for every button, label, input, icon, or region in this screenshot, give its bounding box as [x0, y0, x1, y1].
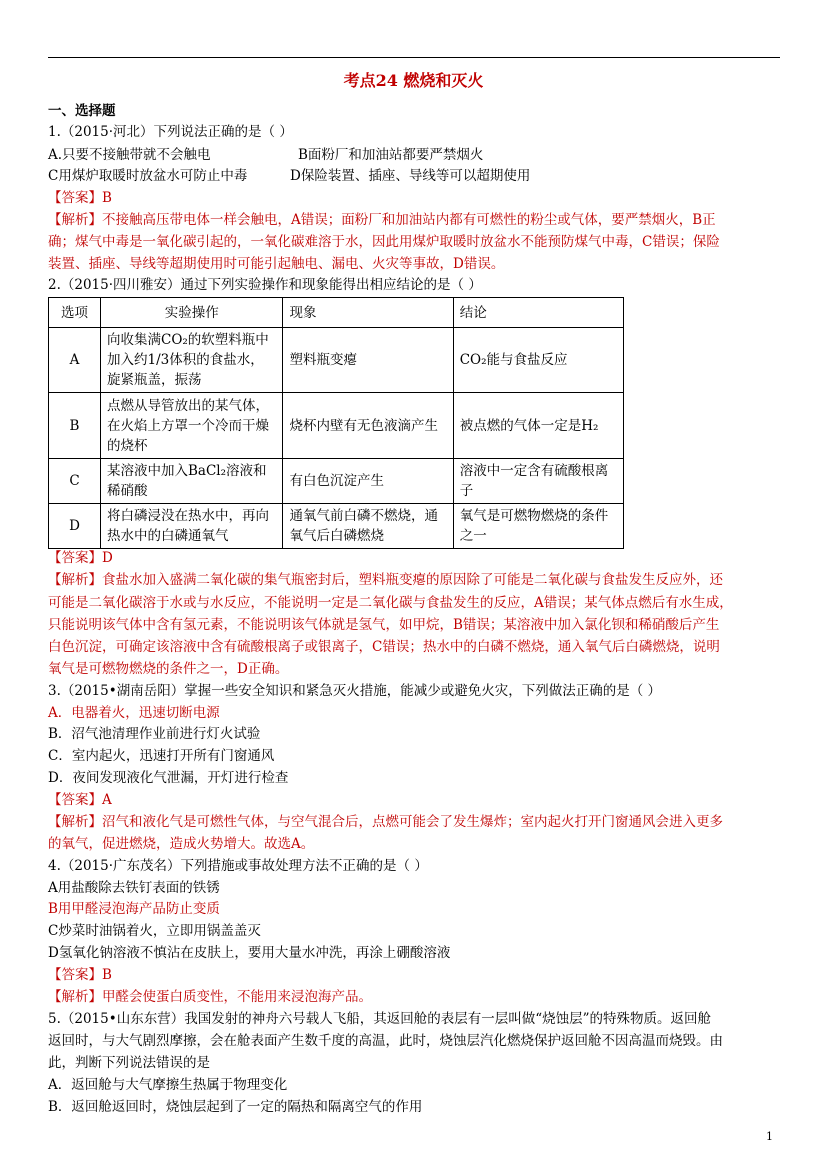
- q1-option-b: B面粉厂和加油站都要严禁烟火: [298, 147, 484, 163]
- q3-answer: 【答案】A: [48, 792, 112, 808]
- q3-option-d: D．夜间发现液化气泄漏，开灯进行检查: [48, 770, 289, 786]
- q3-analysis-line: 的氧气，促进燃烧，造成火势增大。故选A。: [48, 836, 315, 852]
- q1-option-d: D保险装置、插座、导线等可以超期使用: [290, 168, 531, 184]
- table-cell: 有白色沉淀产生: [283, 459, 453, 504]
- page-title: 考点24 燃烧和灭火: [343, 71, 484, 90]
- q2-analysis-line: 白色沉淀，可确定该溶液中含有硫酸根离子或银离子，C错误；热水中的白磷不燃烧，通入氧气后白磷燃烧，说明: [48, 639, 720, 655]
- table-cell: 向收集满CO₂的软塑料瓶中加入约1/3体积的食盐水，旋紧瓶盖，振荡: [100, 328, 282, 393]
- q2-analysis-line: 氧气是可燃物燃烧的条件之一，D正确。: [48, 661, 289, 677]
- table-cell: A: [49, 328, 101, 393]
- table-header-row: [49, 298, 624, 328]
- q4-option-d: D氢氧化钠溶液不慎沾在皮肤上，要用大量水冲洗，再涂上硼酸溶液: [48, 945, 451, 961]
- q1-option-a: A.只要不接触带就不会触电: [48, 147, 211, 163]
- q4-option-c: C炒菜时油锅着火，立即用锅盖盖灭: [48, 923, 261, 939]
- q1-analysis-line: 【解析】不接触高压带电体一样会触电，A错误；面粉厂和加油站内都有可燃性的粉尘或气体，要严禁烟火，B正: [48, 212, 716, 228]
- q1-options-cd: [48, 166, 780, 186]
- table-cell: 溶液中一定含有硫酸根离子: [453, 459, 623, 504]
- q4-option-b: B用甲醛浸泡海产品防止变质: [48, 901, 220, 917]
- table-cell: C: [49, 459, 101, 504]
- q2-analysis-line: 可能是二氧化碳溶于水或与水反应，不能说明一定是二氧化碳与食盐发生的反应，A错误；某气体点燃后有水生成，: [48, 595, 733, 611]
- table-row: [49, 328, 624, 393]
- q3-option-b: B．沼气池清理作业前进行灯火试验: [48, 726, 261, 742]
- page-number: 1: [766, 1130, 773, 1143]
- table-cell: 点燃从导管放出的某气体，在火焰上方罩一个冷而干燥的烧杯: [100, 393, 282, 459]
- table-cell: 烧杯内壁有无色液滴产生: [283, 393, 453, 459]
- q4-answer: 【答案】B: [48, 967, 112, 983]
- q1-answer: 【答案】B: [48, 190, 112, 206]
- table-cell: 某溶液中加入BaCl₂溶液和稀硝酸: [100, 459, 282, 504]
- q2-stem: 2.（2015·四川雅安）通过下列实验操作和现象能得出相应结论的是（ ）: [48, 277, 482, 293]
- table-cell: 通氧气前白磷不燃烧，通氧气后白磷燃烧: [283, 504, 453, 549]
- table-header: 实验操作: [100, 298, 282, 328]
- q2-table: [48, 297, 624, 549]
- q1-stem: 1.（2015·河北）下列说法正确的是（ ）: [48, 124, 293, 140]
- q1-option-c: C用煤炉取暖时放盆水可防止中毒: [48, 168, 248, 184]
- section-heading: 一、选择题: [48, 103, 116, 119]
- table-header: 现象: [283, 298, 453, 328]
- q5-stem-line: 此，判断下列说法错误的是: [48, 1055, 210, 1071]
- q1-options-ab: [48, 145, 780, 165]
- q5-option-b: B．返回舱返回时，烧蚀层起到了一定的隔热和隔离空气的作用: [48, 1099, 423, 1115]
- table-cell: 将白磷浸没在热水中，再向热水中的白磷通氧气: [100, 504, 282, 549]
- q4-analysis: 【解析】甲醛会使蛋白质变性，不能用来浸泡海产品。: [48, 989, 372, 1005]
- q3-analysis-line: 【解析】沼气和液化气是可燃性气体，与空气混合后，点燃可能会了发生爆炸；室内起火打开门窗通风会进入更多: [48, 814, 723, 830]
- table-header: 结论: [453, 298, 623, 328]
- table-cell: B: [49, 393, 101, 459]
- q4-stem: 4.（2015·广东茂名）下列措施或事故处理方法不正确的是（ ）: [48, 858, 428, 874]
- q2-analysis-line: 只能说明该气体中含有氢元素，不能说明该气体就是氢气，如甲烷，B错误；某溶液中加入氯化钡和稀硝酸后产生: [48, 617, 720, 633]
- table-cell: D: [49, 504, 101, 549]
- q1-analysis-line: 装置、插座、导线等超期使用时可能引起触电、漏电、火灾等事故，D错误。: [48, 256, 505, 272]
- table-cell: 塑料瓶变瘪: [283, 328, 453, 393]
- q3-stem: 3.（2015•湖南岳阳）掌握一些安全知识和紧急灭火措施，能减少或避免火灾，下列做法正确的是（ ）: [48, 683, 661, 699]
- q5-stem-line: 5.（2015•山东东营）我国发射的神舟六号载人飞船，其返回舱的表层有一层叫做“烧蚀层”的特殊物质。返回舱: [48, 1011, 712, 1027]
- table-row: [49, 393, 624, 459]
- header-rule: [48, 57, 780, 58]
- q5-option-a: A．返回舱与大气摩擦生热属于物理变化: [48, 1077, 288, 1093]
- q3-option-c: C．室内起火，迅速打开所有门窗通风: [48, 748, 275, 764]
- table-header: 选项: [49, 298, 101, 328]
- table-cell: 被点燃的气体一定是H₂: [453, 393, 623, 459]
- q2-answer: 【答案】D: [48, 550, 113, 566]
- q2-analysis-line: 【解析】食盐水加入盛满二氧化碳的集气瓶密封后，塑料瓶变瘪的原因除了可能是二氧化碳与食盐发生反应外，还: [48, 572, 723, 588]
- q5-stem-line: 返回时，与大气剧烈摩擦，会在舱表面产生数千度的高温，此时，烧蚀层汽化燃烧保护返回舱不因高温而烧毁。由: [48, 1033, 723, 1049]
- table-row: [49, 504, 624, 549]
- q4-option-a: A用盐酸除去铁钉表面的铁锈: [48, 880, 220, 896]
- table-cell: CO₂能与食盐反应: [453, 328, 623, 393]
- q3-option-a: A．电器着火，迅速切断电源: [48, 705, 220, 721]
- table-cell: 氧气是可燃物燃烧的条件之一: [453, 504, 623, 549]
- q1-analysis-line: 确；煤气中毒是一氧化碳引起的，一氧化碳难溶于水，因此用煤炉取暖时放盆水不能预防煤气中毒，C错误；保险: [48, 234, 720, 250]
- table-row: [49, 459, 624, 504]
